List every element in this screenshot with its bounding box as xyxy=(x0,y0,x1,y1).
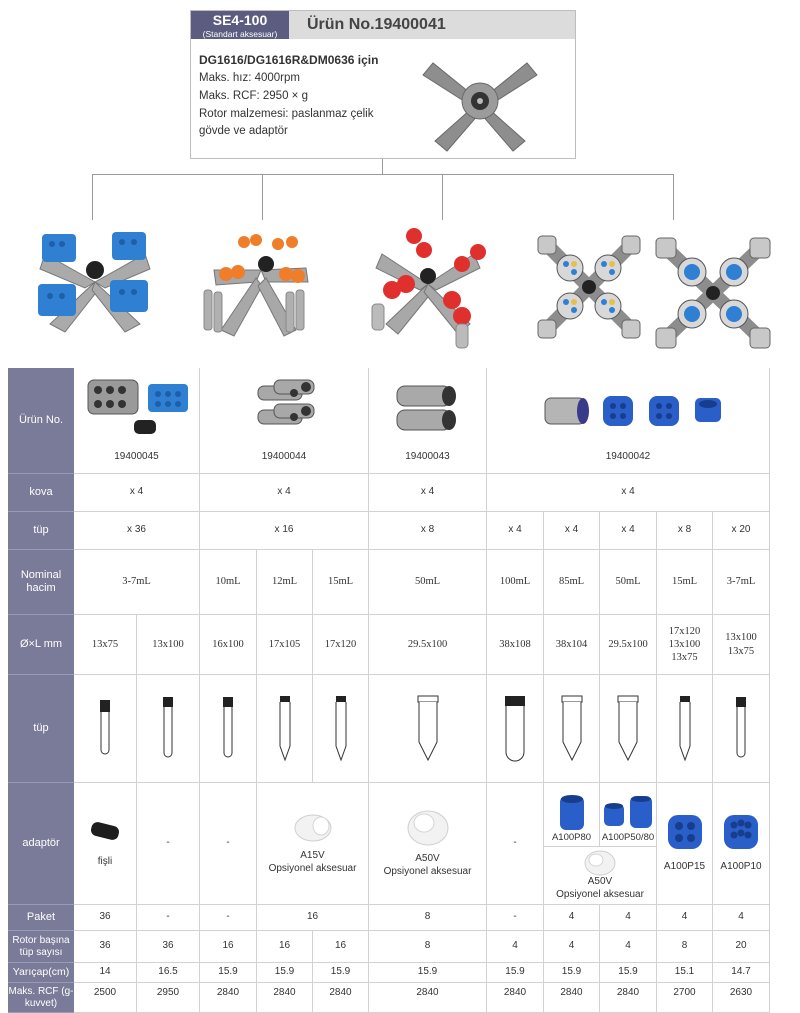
size-cell: 29.5x100 xyxy=(600,615,657,675)
radius-cell: 15.1 xyxy=(657,963,713,983)
adapter-note: Opsiyonel aksesuar xyxy=(383,865,472,877)
radius-cell: 14.7 xyxy=(713,963,770,983)
per-rotor-cell: 4 xyxy=(487,931,544,963)
connector-line xyxy=(382,159,383,175)
adapter-note: Opsiyonel aksesuar xyxy=(268,862,357,874)
rcf-cell: 2840 xyxy=(257,983,313,1013)
size-cell: 13x100 xyxy=(137,615,200,675)
per-rotor-cell: 36 xyxy=(137,931,200,963)
conical-tube-icon xyxy=(333,696,349,762)
tube-count-cell: x 16 xyxy=(200,512,369,550)
adapter-label: A100P80 xyxy=(551,832,592,844)
adapter-label: A15V xyxy=(300,850,325,861)
size-cell: 16x100 xyxy=(200,615,257,675)
tube-count-cell: x 20 xyxy=(713,512,770,550)
conical-tube-icon xyxy=(560,696,584,762)
header-box xyxy=(190,10,576,159)
pack-cell: 4 xyxy=(657,905,713,931)
product-19400042-image xyxy=(541,388,731,436)
adapter-label: A100P10 xyxy=(720,861,762,873)
adapter-label: A50V xyxy=(415,853,440,864)
product-number: Ürün No.19400041 xyxy=(307,16,446,33)
spec-table xyxy=(8,368,770,1009)
radius-cell: 16.5 xyxy=(137,963,200,983)
size-cell: 17x120 xyxy=(313,615,369,675)
a50v-adapter-icon xyxy=(406,809,450,847)
rcf-cell: 2840 xyxy=(544,983,600,1013)
tube-count-cell: x 4 xyxy=(544,512,600,550)
bucket-cell: x 4 xyxy=(369,474,487,512)
volume-cell: 100mL xyxy=(487,550,544,615)
conical-tube-icon xyxy=(277,696,293,762)
compatibility-title: DG1616/DG1616R&DM0636 için xyxy=(199,53,379,67)
product-number-cell: 19400045 xyxy=(114,450,159,462)
tube-drawing-cell xyxy=(713,675,770,783)
connector-line xyxy=(442,174,443,220)
tube-count-cell: x 8 xyxy=(657,512,713,550)
adapter-cell: - xyxy=(200,783,257,905)
row-label-bucket: kova xyxy=(8,474,74,512)
size-cell: 17x120 13x100 13x75 xyxy=(657,615,713,675)
adapter-label: A50V xyxy=(587,876,613,887)
spec-material: Rotor malzemesi: paslanmaz çelik xyxy=(199,108,374,120)
row-label-volume: Nominal hacim xyxy=(8,550,74,615)
round-tube-icon xyxy=(221,697,235,761)
adapter-cell xyxy=(74,783,137,905)
bottle-tube-icon xyxy=(503,696,527,762)
radius-cell: 15.9 xyxy=(200,963,257,983)
per-rotor-cell: 4 xyxy=(544,931,600,963)
row-label-tube: tüp xyxy=(8,675,74,783)
row-label-product: Ürün No. xyxy=(8,368,74,474)
pack-cell: 4 xyxy=(600,905,657,931)
pack-cell: 36 xyxy=(74,905,137,931)
product-19400043-image xyxy=(393,378,463,440)
product-cell-19400044 xyxy=(200,368,369,474)
volume-cell: 15mL xyxy=(657,550,713,615)
product-number-cell: 19400044 xyxy=(261,450,307,462)
adapter-cell: - xyxy=(487,783,544,905)
model-tag-sub: (Standart aksesuar) xyxy=(202,29,278,39)
a100p80-adapter-icon xyxy=(557,792,587,832)
radius-cell: 15.9 xyxy=(369,963,487,983)
volume-cell: 3-7mL xyxy=(713,550,770,615)
connector-line xyxy=(673,174,674,220)
row-label-rcf: Maks. RCF (g-kuvvet) xyxy=(8,983,74,1013)
bucket-cell: x 4 xyxy=(74,474,200,512)
rcf-cell: 2950 xyxy=(137,983,200,1013)
tube-count-cell: x 4 xyxy=(487,512,544,550)
radius-cell: 15.9 xyxy=(487,963,544,983)
per-rotor-cell: 16 xyxy=(200,931,257,963)
round-tube-icon xyxy=(734,697,748,761)
rcf-cell: 2700 xyxy=(657,983,713,1013)
conical-tube-icon xyxy=(677,696,693,762)
spec-material-cont: gövde ve adaptör xyxy=(199,125,288,137)
spec-max-rcf: Maks. RCF: 2950 × g xyxy=(199,90,308,102)
per-rotor-cell: 8 xyxy=(657,931,713,963)
adapter-cell xyxy=(369,783,487,905)
row-label-pack: Paket xyxy=(8,905,74,931)
per-rotor-cell: 4 xyxy=(600,931,657,963)
size-cell: 13x75 xyxy=(74,615,137,675)
size-cell: 38x108 xyxy=(487,615,544,675)
adapter-label: A100P15 xyxy=(663,861,706,873)
pack-cell: 4 xyxy=(544,905,600,931)
a15v-adapter-icon xyxy=(293,812,333,844)
conical-tube-icon xyxy=(416,696,440,762)
tube-drawing-cell xyxy=(657,675,713,783)
pack-cell: 4 xyxy=(713,905,770,931)
adapter-label: fişli xyxy=(97,856,113,868)
adapter-cell xyxy=(713,783,770,905)
a100p50-adapter-icon xyxy=(602,794,654,832)
volume-cell: 50mL xyxy=(600,550,657,615)
adapter-cell xyxy=(257,783,369,905)
adapter-note: Opsiyonel aksesuar xyxy=(556,888,644,900)
tube-drawing-cell xyxy=(600,675,657,783)
product-cell-19400043 xyxy=(369,368,487,474)
volume-cell: 50mL xyxy=(369,550,487,615)
size-cell: 13x100 13x75 xyxy=(713,615,770,675)
row-label-adapter: adaptör xyxy=(8,783,74,905)
bucket-cell: x 4 xyxy=(487,474,770,512)
tube-count-cell: x 4 xyxy=(600,512,657,550)
rotor-red-8-image xyxy=(362,224,494,354)
per-rotor-cell: 20 xyxy=(713,931,770,963)
adapter-cell xyxy=(600,783,657,847)
per-rotor-cell: 16 xyxy=(257,931,313,963)
volume-cell: 85mL xyxy=(544,550,600,615)
spec-max-speed: Maks. hız: 4000rpm xyxy=(199,72,300,84)
radius-cell: 15.9 xyxy=(313,963,369,983)
rcf-cell: 2840 xyxy=(369,983,487,1013)
a50v-adapter-icon xyxy=(583,850,617,876)
rcf-cell: 2840 xyxy=(487,983,544,1013)
volume-cell: 3-7mL xyxy=(74,550,200,615)
tube-drawing-cell xyxy=(74,675,137,783)
rotor-image xyxy=(415,45,545,157)
connector-line xyxy=(92,174,93,220)
pack-cell: - xyxy=(200,905,257,931)
tube-drawing-cell xyxy=(369,675,487,783)
a100p10-adapter-icon xyxy=(722,813,760,851)
product-number-cell: 19400043 xyxy=(405,450,450,462)
tube-count-cell: x 36 xyxy=(74,512,200,550)
pack-cell: 8 xyxy=(369,905,487,931)
round-tube-icon xyxy=(98,700,112,758)
product-cell-19400045 xyxy=(74,368,200,474)
tube-drawing-cell xyxy=(200,675,257,783)
volume-cell: 15mL xyxy=(313,550,369,615)
pack-cell: 16 xyxy=(257,905,369,931)
row-label-per-rotor: Rotor başına tüp sayısı xyxy=(8,931,74,963)
size-cell: 29.5x100 xyxy=(369,615,487,675)
tube-drawing-cell xyxy=(487,675,544,783)
rcf-cell: 2500 xyxy=(74,983,137,1013)
per-rotor-cell: 8 xyxy=(369,931,487,963)
rotor-blue-36-image xyxy=(30,224,160,340)
radius-cell: 15.9 xyxy=(257,963,313,983)
product-19400045-image xyxy=(82,374,192,438)
tube-drawing-cell xyxy=(257,675,313,783)
conical-tube-icon xyxy=(616,696,640,762)
radius-cell: 15.9 xyxy=(600,963,657,983)
product-19400044-image xyxy=(250,376,320,438)
round-tube-icon xyxy=(161,697,175,761)
a100p15-adapter-icon xyxy=(666,813,704,851)
rotor-bucket-a-image xyxy=(534,228,644,346)
tube-drawing-cell xyxy=(137,675,200,783)
model-tag xyxy=(191,11,289,39)
rcf-cell: 2840 xyxy=(200,983,257,1013)
tube-drawing-cell xyxy=(544,675,600,783)
rotor-bucket-b-image xyxy=(652,232,774,354)
connector-line xyxy=(92,174,674,175)
row-label-tube-count: tüp xyxy=(8,512,74,550)
pack-cell: - xyxy=(487,905,544,931)
rcf-cell: 2630 xyxy=(713,983,770,1013)
adapter-cell xyxy=(544,847,657,905)
adapter-label: A100P50/80 xyxy=(601,832,655,844)
adapter-cell xyxy=(544,783,600,847)
product-cell-19400042 xyxy=(487,368,770,474)
radius-cell: 15.9 xyxy=(544,963,600,983)
radius-cell: 14 xyxy=(74,963,137,983)
volume-cell: 10mL xyxy=(200,550,257,615)
pack-cell: - xyxy=(137,905,200,931)
row-label-radius: Yarıçap(cm) xyxy=(8,963,74,983)
rotor-orange-16-image xyxy=(196,230,326,346)
per-rotor-cell: 16 xyxy=(313,931,369,963)
plug-adapter-icon xyxy=(87,818,123,844)
tube-count-cell: x 8 xyxy=(369,512,487,550)
product-number-cell: 19400042 xyxy=(605,450,651,462)
rcf-cell: 2840 xyxy=(600,983,657,1013)
adapter-cell xyxy=(657,783,713,905)
tube-drawing-cell xyxy=(313,675,369,783)
size-cell: 38x104 xyxy=(544,615,600,675)
adapter-cell: - xyxy=(137,783,200,905)
bucket-cell: x 4 xyxy=(200,474,369,512)
model-tag-name: SE4-100 xyxy=(212,12,268,28)
size-cell: 17x105 xyxy=(257,615,313,675)
row-label-size: Ø×L mm xyxy=(8,615,74,675)
connector-line xyxy=(262,174,263,220)
volume-cell: 12mL xyxy=(257,550,313,615)
rcf-cell: 2840 xyxy=(313,983,369,1013)
per-rotor-cell: 36 xyxy=(74,931,137,963)
